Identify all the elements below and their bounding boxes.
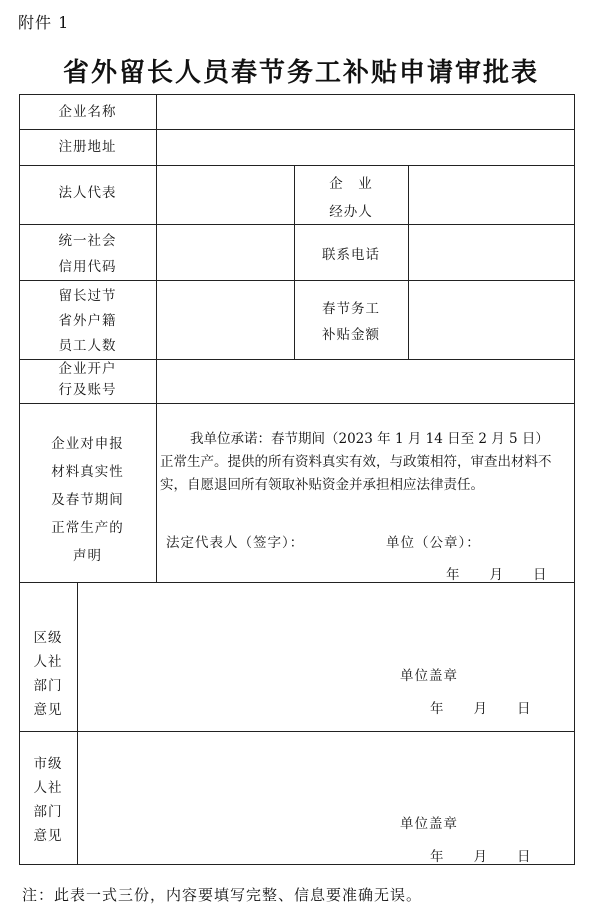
agent-label: 企 业 经办人 — [329, 176, 373, 220]
address-label: 注册地址 — [58, 139, 117, 155]
declaration-date: 年 月 日 — [446, 567, 548, 583]
district-date: 年 月 日 — [430, 701, 532, 717]
district-seal-label: 单位盖章 — [400, 668, 458, 684]
district-opinion-label: 区级 人社 部门 意见 — [33, 630, 63, 718]
legal-rep-label: 法人代表 — [58, 185, 117, 201]
city-seal-label: 单位盖章 — [400, 816, 458, 832]
bank-label: 企业开户 行及账号 — [58, 361, 117, 398]
phone-label: 联系电话 — [322, 247, 380, 263]
staff-count-label: 留长过节 省外户籍 员工人数 — [58, 288, 117, 354]
city-date: 年 月 日 — [430, 849, 532, 865]
unit-seal-label: 单位（公章）： — [386, 535, 481, 551]
declaration-text: 我单位承诺：春节期间（2023 年 1 月 14 日至 2 月 5 日） 正常生产。提供的所有资料真实有效，与政策相符，审查出材料不实，自愿退回所有领取补贴资金并承担相应法律责任。 — [160, 431, 552, 493]
credit-code-label: 统一社会 信用代码 — [58, 233, 117, 275]
attachment-label: 附件 1 — [18, 13, 70, 32]
company-name-label: 企业名称 — [58, 104, 117, 120]
subsidy-label: 春节务工 补贴金额 — [322, 301, 380, 343]
declaration-label: 企业对申报 材料真实性 及春节期间 正常生产的 声明 — [51, 436, 124, 564]
form-title: 省外留长人员春节务工补贴申请审批表 — [62, 58, 539, 88]
legal-signature-label: 法定代表人（签字）： — [166, 535, 305, 551]
city-opinion-label: 市级 人社 部门 意见 — [33, 756, 63, 844]
footer-note: 注：此表一式三份，内容要填写完整、信息要准确无误。 — [22, 886, 423, 904]
